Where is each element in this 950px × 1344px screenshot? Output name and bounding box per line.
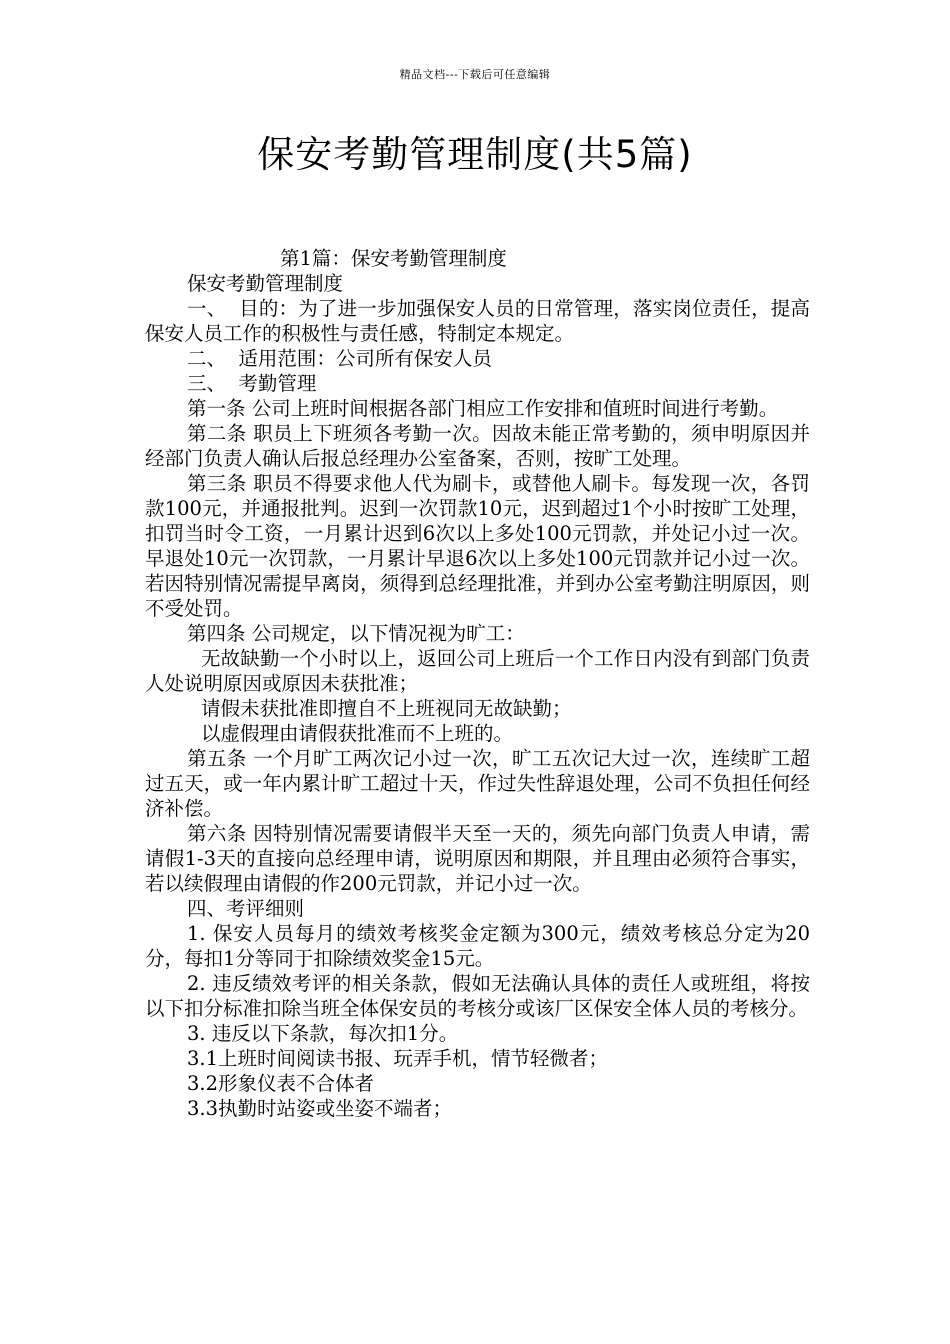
paragraph: 3.2形象仪表不合体者 (187, 1072, 375, 1095)
page-header-note: 精品文档---下载后可任意编辑 (399, 68, 551, 81)
paragraph: 3. 违反以下条款，每次扣1分。 (187, 1022, 459, 1045)
document-title: 保安考勤管理制度(共5篇) (257, 133, 693, 176)
paragraph: 请假未获批准即擅自不上班视同无故缺勤； (201, 697, 572, 720)
paragraph: 保安考勤管理制度 (187, 272, 344, 295)
paragraph: 1. 保安人员每月的绩效考核奖金定额为300元，绩效考核总分定为20分，每扣1分等同于扣除绩效奖金15元。 (145, 922, 810, 970)
paragraph: 以虚假理由请假获批准而不上班的。 (201, 722, 514, 745)
paragraph: 第四条 公司规定，以下情况视为旷工： (187, 622, 525, 645)
paragraph: 第五条 一个月旷工两次记小过一次，旷工五次记大过一次，连续旷工超过五天，或一年内累计旷工超过十天，作过失性辞退处理，公司不负担任何经济补偿。 (145, 747, 810, 820)
paragraph: 一、 目的：为了进一步加强保安人员的日常管理，落实岗位责任，提高保安人员工作的积极性与责任感，特制定本规定。 (145, 297, 810, 345)
paragraph: 三、 考勤管理 (187, 372, 317, 395)
paragraph: 第三条 职员不得要求他人代为刷卡，或替他人刷卡。每发现一次，各罚款100元，并通报批判。迟到一次罚款10元，迟到超过1个小时按旷工处理，扣罚当时令工资，一月累计迟到6次以上多处100元罚款，并处记小过一次。早退处10元一次罚款，一月累计早退6次以上多处100元罚款并记小过一次。若因特别情况需提早离岗，须得到总经理批准，并到办公室考勤注明原因，则不受处罚。 (145, 472, 810, 620)
paragraph: 二、 适用范围：公司所有保安人员 (187, 347, 492, 370)
paragraph: 第二条 职员上下班须各考勤一次。因故未能正常考勤的，须申明原因并经部门负责人确认后报总经理办公室备案，否则，按旷工处理。 (145, 422, 810, 470)
paragraph: 第一条 公司上班时间根据各部门相应工作安排和值班时间进行考勤。 (187, 397, 779, 420)
document-body (145, 246, 810, 1121)
paragraph: 2. 违反绩效考评的相关条款，假如无法确认具体的责任人或班组，将按以下扣分标准扣除当班全体保安员的考核分或该厂区保安全体人员的考核分。 (145, 972, 810, 1020)
paragraph: 第六条 因特别情况需要请假半天至一天的，须先向部门负责人申请，需请假1-3天的直接向总经理申请，说明原因和期限，并且理由必须符合事实，若以续假理由请假的作200元罚款，并记小过一次。 (145, 822, 810, 895)
paragraph: 3.1上班时间阅读书报、玩弄手机，情节轻微者； (187, 1047, 609, 1070)
paragraph: 无故缺勤一个小时以上，返回公司上班后一个工作日内没有到部门负责人处说明原因或原因未获批准； (145, 647, 810, 695)
section-heading: 第1篇：保安考勤管理制度 (280, 247, 507, 270)
paragraph: 3.3执勤时站姿或坐姿不端者； (187, 1097, 453, 1120)
paragraph: 四、考评细则 (187, 897, 305, 920)
